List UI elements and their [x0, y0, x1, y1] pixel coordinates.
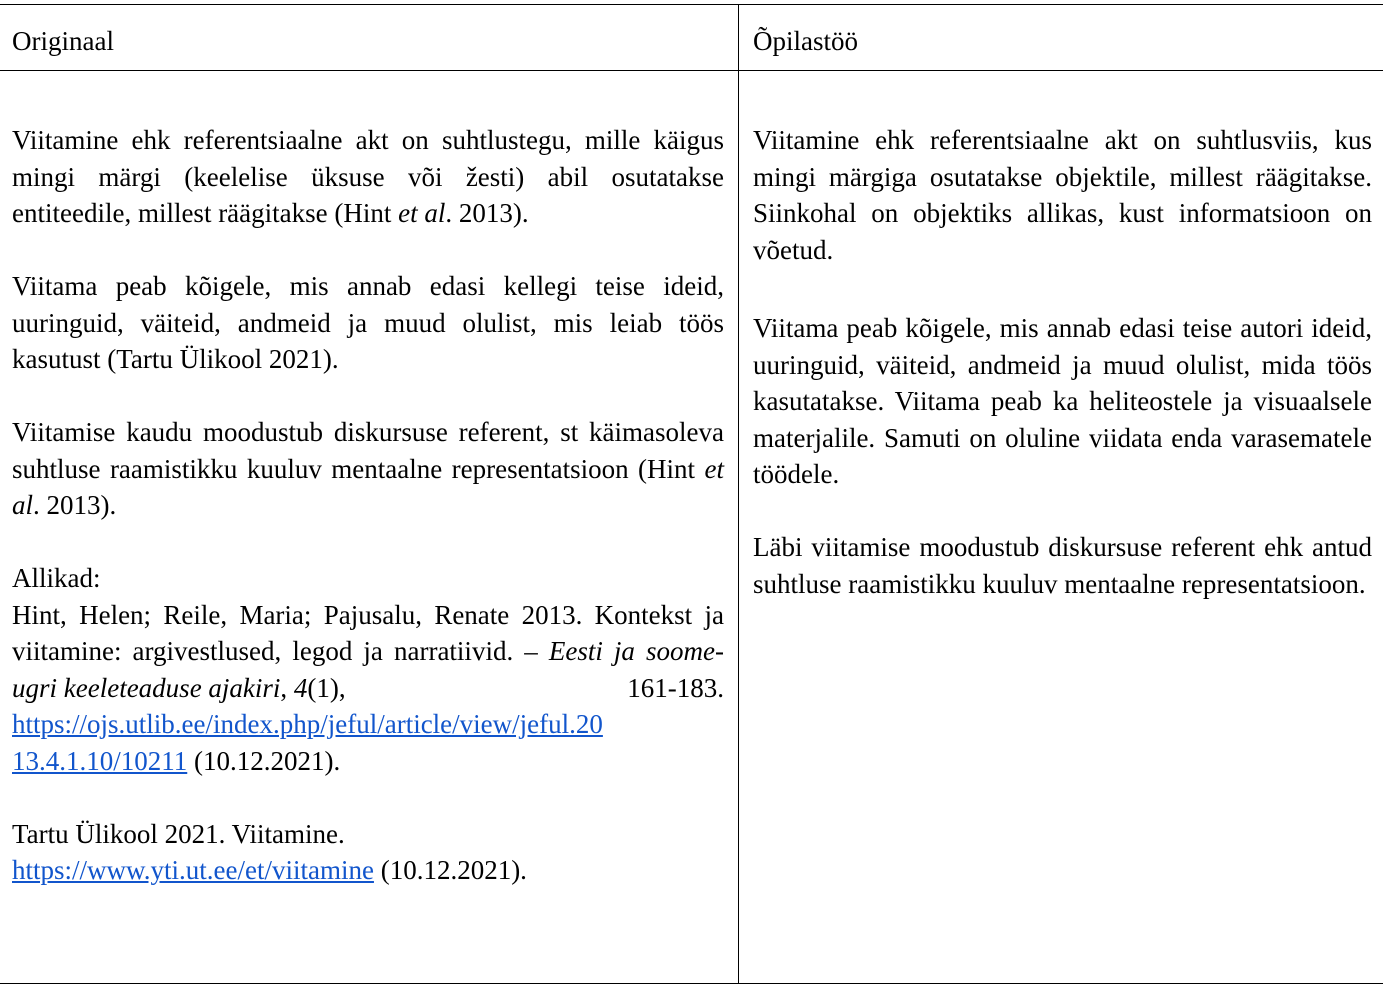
- column-divider: [738, 5, 739, 983]
- source-reference-1-url-block: https://ojs.utlib.ee/index.php/jeful/article/view/jeful.20 13.4.1.10/10211 (10.12.2021).: [12, 709, 603, 776]
- original-text-cell: [12, 122, 724, 889]
- student-paragraph-3: Läbi viitamise moodustub diskursuse referent ehk antud suhtluse raamistikku kuuluv mentaalne representatsioon.: [753, 532, 1372, 599]
- student-paragraph-1: Viitamine ehk referentsiaalne akt on suhtlusviis, kus mingi märgiga osutatakse objektile, millest räägitakse. Siinkohal on objektiks allikas, kust informatsioon on võetud.: [753, 125, 1372, 265]
- student-paragraph-2: Viitama peab kõigele, mis annab edasi teise autori ideid, uuringuid, väiteid, andmeid ja muud olulist, mida töös kasutatakse. Viitama peab ka heliteostele ja visuaalsele materjalile. Samuti on oluline viidata enda varasematele töödele.: [753, 313, 1372, 489]
- header-original: Originaal: [12, 26, 114, 56]
- source-reference-2: Tartu Ülikool 2021. Viitamine.: [12, 818, 345, 849]
- student-text-cell: [753, 122, 1372, 602]
- original-paragraph-3: Viitamise kaudu moodustub diskursuse referent, st käimasoleva suhtluse raamistikku kuuluv mentaalne representatsioon (Hint et al. 2013).: [12, 417, 724, 520]
- original-paragraph-2: Viitama peab kõigele, mis annab edasi kellegi teise ideid, uuringuid, väiteid, andmeid ja muud olulist, mis leiab töös kasutust (Tartu Ülikool 2021).: [12, 271, 724, 374]
- source-reference-1-pages: 161-183.: [627, 672, 724, 703]
- source-reference-2-url-block: https://www.yti.ut.ee/et/viitamine (10.12.2021).: [12, 855, 527, 885]
- header-student-work: Õpilastöö: [753, 26, 858, 56]
- source-link-1[interactable]: https://ojs.utlib.ee/index.php/jeful/article/view/jeful.20 13.4.1.10/10211: [12, 709, 603, 776]
- source-reference-1: Hint, Helen; Reile, Maria; Pajusalu, Renate 2013. Kontekst ja viitamine: argivestlused, legod ja narratiivid. – Eesti ja soome-ugri keeleteaduse ajakiri, 4(1),: [12, 599, 724, 703]
- sources-label: Allikad:: [12, 563, 101, 593]
- original-paragraph-1: Viitamine ehk referentsiaalne akt on suhtlustegu, mille käigus mingi märgi (keelelise üksuse või žesti) abil osutatakse entiteedile, millest räägitakse (Hint et al. 2013).: [12, 125, 724, 228]
- table-header-row: [0, 5, 1383, 71]
- source-link-2[interactable]: https://www.yti.ut.ee/et/viitamine: [12, 855, 374, 885]
